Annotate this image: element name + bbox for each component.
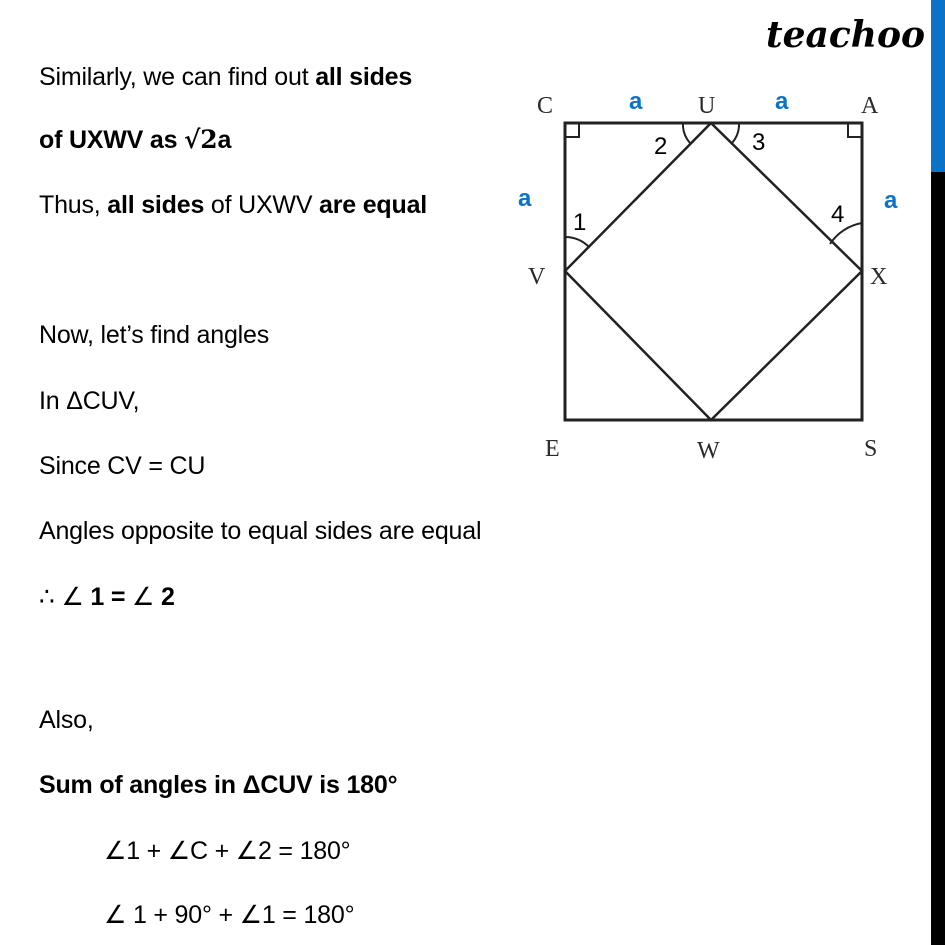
- bold-span: 2: [161, 583, 175, 611]
- side-label-cv: a: [518, 185, 532, 212]
- outer-square-caes: [565, 123, 862, 420]
- side-accent-bar: [931, 0, 945, 172]
- side-dark-bar: [931, 172, 945, 945]
- bold-span: all sides: [315, 63, 413, 91]
- text-span: Similarly, we can find out: [39, 63, 316, 91]
- side-label-cu: a: [629, 88, 643, 115]
- point-label-s: S: [864, 436, 878, 462]
- geometry-diagram: [500, 80, 920, 480]
- point-label-x: X: [870, 264, 888, 290]
- bold-span: are equal: [319, 191, 428, 219]
- text-line-sides-sqrt2a: [39, 125, 231, 155]
- bold-span: of UXWV as: [39, 126, 185, 154]
- angle-arc-2: [683, 123, 690, 143]
- right-angle-mark-a: [848, 123, 862, 137]
- point-label-e: E: [545, 436, 560, 462]
- inner-square-uxwv: [565, 123, 862, 420]
- text-span: ∠: [132, 583, 161, 611]
- bold-span: 1 =: [90, 583, 133, 611]
- text-line-thus-equal: [39, 190, 427, 220]
- angle-label-4: 4: [831, 201, 845, 228]
- point-label-a: A: [861, 93, 879, 119]
- angle-arc-1: [565, 237, 589, 247]
- angle-label-1: 1: [573, 209, 587, 236]
- point-label-u: U: [698, 93, 716, 119]
- text-line-in-cuv: In ΔCUV,: [39, 387, 140, 415]
- sqrt-2: √2: [184, 125, 218, 154]
- point-label-v: V: [528, 264, 546, 290]
- text-span: Thus,: [39, 191, 108, 219]
- side-label-ax: a: [884, 187, 898, 214]
- equation-line-2: ∠ 1 + 90° + ∠1 = 180°: [104, 901, 355, 929]
- bold-span: all sides: [107, 191, 205, 219]
- equation-line-1: ∠1 + ∠C + ∠2 = 180°: [104, 837, 351, 865]
- bold-span: Sum of angles in ΔCUV is 180°: [39, 771, 398, 799]
- side-label-ua: a: [775, 88, 789, 115]
- point-label-c: C: [537, 93, 554, 119]
- teachoo-logo: teachoo: [766, 14, 925, 56]
- text-line-angle1-eq-angle2: [39, 582, 175, 612]
- text-line-sum-angles: [39, 770, 397, 800]
- text-line-similarly: [39, 62, 412, 92]
- bold-span: a: [217, 126, 232, 154]
- right-angle-mark-c: [565, 123, 579, 137]
- text-span: ∴ ∠: [39, 583, 91, 611]
- text-line-also: Also,: [39, 706, 94, 734]
- text-span: of UXWV: [204, 191, 320, 219]
- text-line-find-angles: Now, let’s find angles: [39, 321, 269, 349]
- text-line-opposite-angles: Angles opposite to equal sides are equal: [39, 517, 482, 545]
- text-line-cv-eq-cu: Since CV = CU: [39, 452, 206, 480]
- point-label-w: W: [697, 438, 720, 464]
- angle-label-3: 3: [752, 129, 766, 156]
- angle-label-2: 2: [654, 133, 668, 160]
- angle-arc-3: [732, 123, 739, 143]
